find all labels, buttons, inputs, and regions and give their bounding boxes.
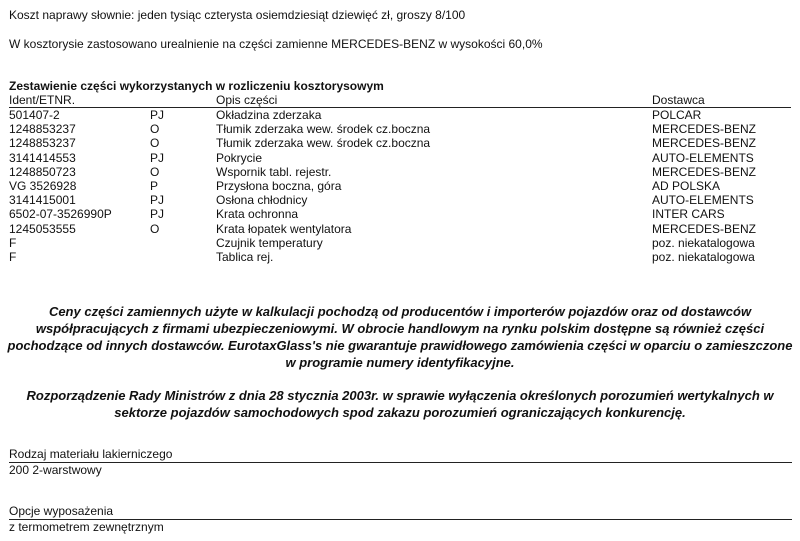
parts-table-row — [9, 193, 791, 207]
part-type: P — [150, 178, 159, 193]
part-description: Tablica rej. — [216, 249, 274, 264]
parts-table-row — [9, 236, 791, 250]
parts-table — [9, 93, 791, 264]
parts-table-row — [9, 207, 791, 221]
parts-table-header — [9, 93, 791, 108]
parts-table-row — [9, 151, 791, 165]
part-description: Czujnik temperatury — [216, 235, 323, 250]
part-ident: 6502-07-3526990P — [9, 207, 112, 222]
part-supplier: MERCEDES-BENZ — [652, 122, 757, 137]
part-supplier: POLCAR — [652, 108, 702, 122]
part-supplier: MERCEDES-BENZ — [652, 136, 757, 151]
part-type: PJ — [150, 207, 165, 222]
part-type: PJ — [150, 108, 165, 122]
part-ident: 1245053555 — [9, 221, 76, 236]
part-type: PJ — [150, 150, 165, 165]
part-ident: 501407-2 — [9, 108, 60, 122]
part-description: Tłumik zderzaka wew. środek cz.boczna — [216, 136, 431, 151]
parts-table-body — [9, 108, 791, 264]
parts-table-row — [9, 179, 791, 193]
part-description: Pokrycie — [216, 150, 263, 165]
paint-material-value: 200 2-warstwowy — [9, 463, 102, 477]
parts-table-row — [9, 222, 791, 236]
parts-table-row — [9, 165, 791, 179]
part-description: Przysłona boczna, góra — [216, 178, 342, 193]
part-ident: VG 3526928 — [9, 178, 77, 193]
parts-price-disclaimer: Ceny części zamiennych użyte w kalkulacji pochodzą od producentów i importerów pojazdów oraz od dostawców współpracujących z firmami ubezpieczeniowymi. W obrocie handlowym na rynku polskim dostępne są również części pochodzące od innych dostawców. EurotaxGlass's nie gwarantuje prawidłowego zamówienia części w oparciu o zamieszczone w programie numery identyfikacyjne. — [7, 304, 793, 370]
parts-table-row — [9, 108, 791, 122]
part-ident: F — [9, 235, 17, 250]
part-supplier: poz. niekatalogowa — [652, 235, 755, 250]
part-ident: 3141414553 — [9, 150, 76, 165]
column-header-description: Opis części — [216, 93, 278, 107]
paint-material-label: Rodzaj materiału lakierniczego — [9, 448, 792, 463]
regulation-notice: Rozporządzenie Rady Ministrów z dnia 28 stycznia 2003r. w sprawie wyłączenia określonych porozumień wertykalnych w sektorze pojazdów samochodowych spod zakazu porozumień ograniczających konkurencję. — [26, 388, 774, 420]
part-description: Wspornik tabl. rejestr. — [216, 164, 332, 179]
part-ident: 1248850723 — [9, 164, 76, 179]
part-type: O — [150, 136, 160, 151]
equipment-options-value: z termometrem zewnętrznym — [9, 520, 164, 534]
part-ident: 3141415001 — [9, 193, 76, 208]
part-ident: 1248853237 — [9, 122, 76, 137]
part-supplier: MERCEDES-BENZ — [652, 164, 757, 179]
part-ident: 1248853237 — [9, 136, 76, 151]
parts-table-row — [9, 250, 791, 264]
part-supplier: INTER CARS — [652, 207, 725, 222]
part-description: Krata łopatek wentylatora — [216, 221, 352, 236]
part-supplier: poz. niekatalogowa — [652, 249, 755, 264]
price-adjustment-note: W kosztorysie zastosowano urealnienie na części zamienne MERCEDES-BENZ w wysokości 60,0% — [9, 37, 543, 51]
part-type: PJ — [150, 193, 165, 208]
part-supplier: AUTO-ELEMENTS — [652, 150, 754, 165]
part-description: Krata ochronna — [216, 207, 299, 222]
equipment-options-section — [9, 505, 792, 534]
part-supplier: AUTO-ELEMENTS — [652, 193, 754, 208]
part-description: Tłumik zderzaka wew. środek cz.boczna — [216, 122, 431, 137]
paint-material-section — [9, 448, 792, 477]
equipment-options-label: Opcje wyposażenia — [9, 505, 792, 520]
parts-table-row — [9, 122, 791, 136]
cost-in-words: Koszt naprawy słownie: jeden tysiąc czterysta osiemdziesiąt dziewięć zł, groszy 8/100 — [9, 8, 466, 22]
parts-table-row — [9, 136, 791, 150]
column-header-ident: Ident/ETNR. — [9, 93, 76, 107]
part-description: Osłona chłodnicy — [216, 193, 308, 208]
part-description: Okładzina zderzaka — [216, 108, 322, 122]
part-type: O — [150, 221, 160, 236]
column-header-supplier: Dostawca — [652, 93, 705, 107]
part-supplier: AD POLSKA — [652, 178, 721, 193]
part-ident: F — [9, 249, 17, 264]
part-type: O — [150, 122, 160, 137]
part-supplier: MERCEDES-BENZ — [652, 221, 757, 236]
parts-summary-title: Zestawienie części wykorzystanych w rozliczeniu kosztorysowym — [9, 79, 384, 93]
part-type: O — [150, 164, 160, 179]
